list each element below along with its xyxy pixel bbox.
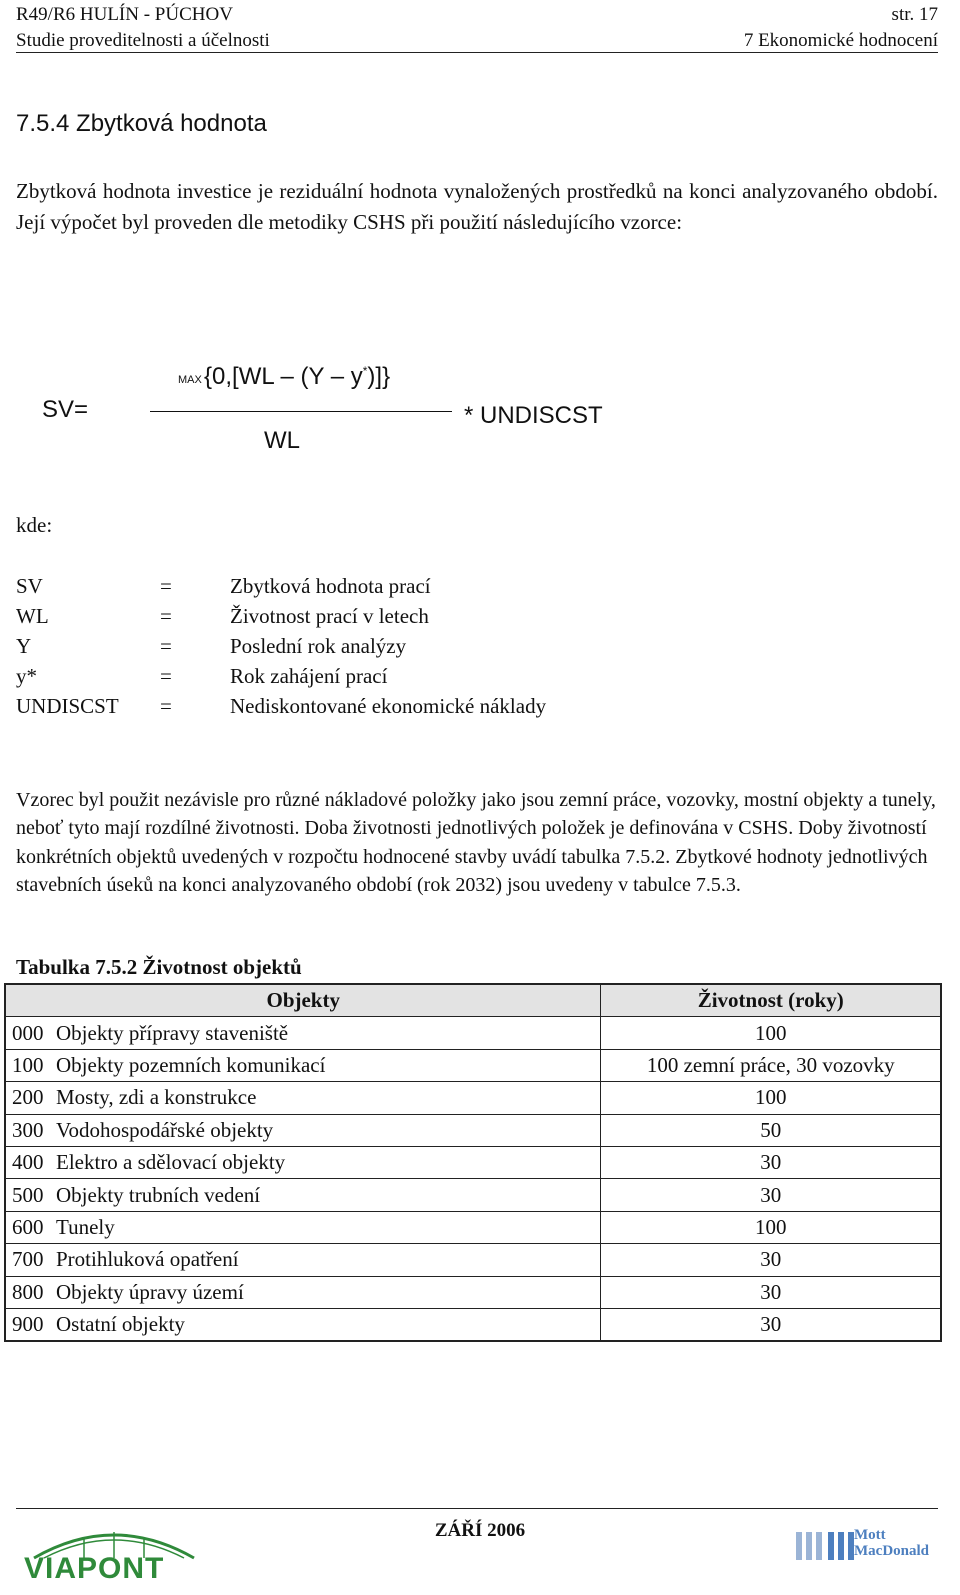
formula-lhs: SV= [42, 396, 89, 423]
mott-macdonald-logo-mark [794, 1526, 860, 1562]
formula-max-label: MAX [178, 374, 202, 386]
definition-meaning: Zbytková hodnota prací [230, 574, 431, 598]
definition-symbol: SV [16, 574, 43, 598]
page-number: str. 17 [891, 4, 938, 25]
table-caption: Tabulka 7.5.2 Životnost objektů [16, 955, 302, 979]
formula [0, 0, 960, 470]
chapter-title: 7 Ekonomické hodnocení [743, 30, 938, 51]
row-code: 700 [5, 1244, 50, 1276]
row-code: 600 [5, 1211, 50, 1243]
footer-divider [16, 1508, 938, 1509]
intro-paragraph: Zbytková hodnota investice je reziduální hodnota vynaložených prostředků na konci analyzovaného období. Její výpočet byl proveden dle metodiky CSHS při použití následujícího vzorce: [16, 179, 938, 234]
row-code: 000 [5, 1017, 50, 1049]
formula-numerator-sup: * [362, 364, 368, 378]
formula-fraction-bar [150, 411, 452, 412]
row-lifetime: 100 [601, 1017, 941, 1049]
formula-numerator [204, 363, 390, 391]
table-row [5, 1049, 941, 1081]
row-lifetime: 100 zemní práce, 30 vozovky [601, 1049, 941, 1081]
body-paragraph: Vzorec byl použit nezávisle pro různé nákladové položky jako jsou zemní práce, vozovky, mostní objekty a tunely, neboť tyto mají rozdílné životnosti. Doba životnosti jednotlivých položek je definována v CSHS. Doby životností konkrétních objektů uvedených v rozpočtu hodnocené stavby uvádí tabulka 7.5.2. Zbytkové hodnoty jednotlivých stavebních úseků na konci analyzovaného období (rok 2032) jsou uvedeny v tabulce 7.5.3. [16, 789, 936, 896]
formula-denominator: WL [264, 427, 300, 454]
formula-multiplier: * UNDISCST [464, 402, 603, 429]
row-name: Objekty přípravy staveniště [50, 1017, 601, 1049]
viapont-logo [24, 1518, 204, 1590]
definition-eq: = [160, 634, 172, 658]
table-header-row [5, 984, 941, 1017]
row-code: 400 [5, 1146, 50, 1178]
row-lifetime: 30 [601, 1276, 941, 1308]
row-code: 300 [5, 1114, 50, 1146]
table-row [5, 1146, 941, 1178]
definition-symbol: WL [16, 604, 49, 628]
table-row [5, 1244, 941, 1276]
definition-meaning: Životnost prací v letech [230, 604, 429, 628]
header-lifetime: Životnost (roky) [601, 984, 941, 1017]
row-name: Objekty pozemních komunikací [50, 1049, 601, 1081]
definition-eq: = [160, 694, 172, 718]
definition-eq: = [160, 664, 172, 688]
definition-symbol: Y [16, 634, 32, 658]
table-row [5, 1017, 941, 1049]
header-subtitle: Studie proveditelnosti a účelnosti [16, 30, 270, 51]
row-code: 500 [5, 1179, 50, 1211]
definition-symbol: y* [16, 664, 37, 688]
lifetime-table [4, 983, 942, 1342]
header-objects: Objekty [5, 984, 601, 1017]
table-row [5, 1179, 941, 1211]
mott-logo-line2: MacDonald [854, 1543, 929, 1559]
mott-macdonald-logo [794, 1524, 944, 1564]
row-code: 200 [5, 1082, 50, 1114]
row-lifetime: 30 [601, 1146, 941, 1178]
row-lifetime: 30 [601, 1308, 941, 1341]
definition-meaning: Nediskontované ekonomické náklady [230, 694, 547, 718]
row-lifetime: 100 [601, 1211, 941, 1243]
row-name: Elektro a sdělovací objekty [50, 1146, 601, 1178]
definition-eq: = [160, 604, 172, 628]
formula-numerator-main: {0,[WL – (Y – y [204, 363, 363, 390]
table-row [5, 1308, 941, 1341]
row-code: 100 [5, 1049, 50, 1081]
header-title: R49/R6 HULÍN - PÚCHOV [16, 4, 233, 25]
row-name: Ostatní objekty [50, 1308, 601, 1341]
definition-meaning: Rok zahájení prací [230, 664, 388, 688]
row-name: Tunely [50, 1211, 601, 1243]
row-name: Objekty úpravy území [50, 1276, 601, 1308]
table-row [5, 1114, 941, 1146]
row-name: Vodohospodářské objekty [50, 1114, 601, 1146]
definition-symbol: UNDISCST [16, 694, 119, 718]
definitions-list [16, 574, 716, 734]
row-name: Mosty, zdi a konstrukce [50, 1082, 601, 1114]
row-lifetime: 30 [601, 1244, 941, 1276]
row-lifetime: 50 [601, 1114, 941, 1146]
row-lifetime: 30 [601, 1179, 941, 1211]
table-row [5, 1276, 941, 1308]
table-row [5, 1082, 941, 1114]
row-lifetime: 100 [601, 1082, 941, 1114]
table-row [5, 1211, 941, 1243]
where-label: kde: [16, 513, 53, 537]
row-name: Protihluková opatření [50, 1244, 601, 1276]
row-name: Objekty trubních vedení [50, 1179, 601, 1211]
footer-date: ZÁŘÍ 2006 [434, 1520, 526, 1541]
formula-numerator-end: )]} [367, 363, 391, 390]
row-code: 900 [5, 1308, 50, 1341]
row-code: 800 [5, 1276, 50, 1308]
definition-meaning: Poslední rok analýzy [230, 634, 407, 658]
mott-logo-line1: Mott [854, 1527, 886, 1543]
definition-eq: = [160, 574, 172, 598]
viapont-logo-text: VIAPONT [24, 1552, 165, 1585]
section-heading: 7.5.4 Zbytková hodnota [16, 110, 267, 137]
